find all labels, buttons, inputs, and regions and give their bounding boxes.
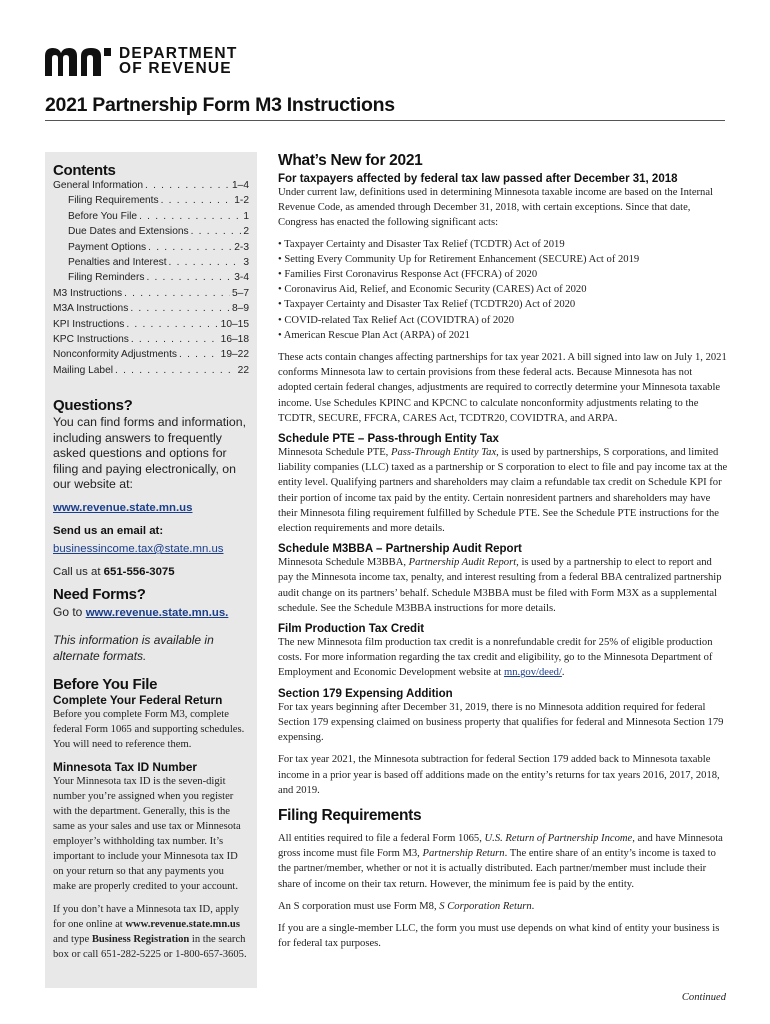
toc-item-label: KPC Instructions (53, 333, 129, 345)
apply-text-c: and type (53, 934, 92, 946)
filing-text-1 (278, 831, 728, 892)
department-of-revenue-wordmark (119, 46, 269, 76)
whats-new-heading: What’s New for 2021 (278, 152, 423, 169)
filing-requirements-heading: Filing Requirements (278, 806, 422, 824)
brand-line-2: OF REVENUE (119, 60, 232, 77)
apply-website: www.revenue.state.mn.us (125, 919, 240, 931)
toc-item[interactable] (53, 334, 249, 349)
toc-leader-dots (130, 303, 230, 314)
toc-item-label: Before You File (68, 210, 138, 222)
toc-leader-dots (148, 242, 232, 253)
toc-leader-dots (169, 257, 242, 268)
continued-note: Continued (681, 992, 726, 1003)
filing-text-3: If you are a single-member LLC, the form you must use depends on what kind of entity your business is for federal tax purposes. (278, 922, 720, 950)
toc-item[interactable] (53, 288, 249, 303)
toc-item-page: 22 (237, 364, 249, 376)
complete-federal-return-text: Before you complete Form M3, complete federal Form 1065 and supporting schedules. You will need to reference them. (53, 709, 245, 751)
website-link[interactable]: www.revenue.state.mn.us (53, 502, 193, 515)
filing-text-1a: All entities required to file a federal Form 1065, (278, 832, 485, 844)
pte-text (278, 445, 728, 536)
m3bba-text (278, 555, 728, 616)
toc-item-page: 1-2 (234, 195, 249, 207)
toc-leader-dots (146, 272, 232, 283)
toc-item[interactable] (53, 349, 249, 364)
toc-item[interactable] (53, 272, 249, 287)
mn-tax-id-text: Your Minnesota tax ID is the seven-digit number you’re assigned when you register with the department. Generally, this is the same as your sales and use tax or Minnesota employer’s withholding tax number. It’s important to include your Minnesota tax ID on your return so that any payments you make are properly credited to your account. (53, 776, 241, 893)
film-text (278, 635, 728, 681)
forms-link[interactable]: www.revenue.state.mn.us. (85, 607, 229, 620)
section-179-text-1: For tax years beginning after December 31, 2019, there is no Minnesota addition required for federal Section 179 expensing claimed on business property that qualifies for federal and Minnesota Section 179 expensing. (278, 701, 724, 744)
toc-item-page: 16–18 (220, 333, 249, 345)
toc-item-label: KPI Instructions (53, 318, 125, 330)
toc-leader-dots (126, 319, 218, 330)
act-list-item: • Taxpayer Certainty and Disaster Tax Relief (TCDTR20) Act of 2020 (278, 299, 576, 311)
page-title: 2021 Partnership Form M3 Instructions (45, 94, 395, 116)
toc-item-label: M3A Instructions (53, 303, 129, 315)
toc-leader-dots (115, 365, 236, 376)
m3bba-heading: Schedule M3BBA – Partnership Audit Report (278, 543, 522, 556)
pte-text-a: Minnesota Schedule PTE, (278, 447, 391, 459)
toc-leader-dots (139, 211, 241, 222)
toc-item-label: Payment Options (68, 241, 147, 253)
act-list-item: • Coronavirus Aid, Relief, and Economic Security (CARES) Act of 2020 (278, 284, 587, 296)
toc-item-page: 1 (243, 210, 249, 222)
toc-leader-dots (124, 288, 230, 299)
email-label: Send us an email at: (53, 525, 164, 538)
pte-text-italic: Pass-Through Entity Tax (390, 447, 497, 459)
contents-heading: Contents (53, 162, 116, 179)
act-list-item: • Taxpayer Certainty and Disaster Tax Relief (TCDTR) Act of 2019 (278, 238, 565, 250)
act-list-item: • Setting Every Community Up for Retirement Enhancement (SECURE) Act of 2019 (278, 253, 640, 265)
toc-leader-dots (161, 195, 233, 206)
questions-text: You can find forms and information, including answers to frequently asked questions and options for filing and paying electronically, on our website at: (53, 415, 246, 492)
sidebar (45, 152, 257, 988)
call-label: Call us at (53, 566, 104, 579)
toc-item-label: Due Dates and Extensions (68, 226, 189, 238)
pte-text-c: , is used by partnerships, S corporations, and limited liability companies (LLC) taxed as a partnership or S corporation to elect to file and pay income tax at the entity level. Qualifying partners and shareholders may claim a refundable tax credit on Schedule KPI for their portion of income tax paid by the entity. Certain nonresident partners and shareholders may have their Minnesota filing requirement fulfilled by Schedule PTE. See the Schedule PTE instructions for the election requirements and more details. (278, 447, 728, 535)
before-you-file-heading: Before You File (53, 676, 158, 694)
toc-item[interactable] (53, 319, 249, 334)
toc-item[interactable] (53, 242, 249, 257)
brand-line-1: DEPARTMENT (119, 45, 238, 62)
main-content (278, 152, 728, 951)
toc-item-label: Penalties and Interest (68, 256, 167, 268)
apply-text-e: in the search box or call 651-282-5225 or 1-800-657-3605. (53, 934, 247, 961)
filing-text-2c: . (531, 900, 535, 912)
toc-item-label: Mailing Label (53, 364, 114, 376)
filing-text-1b: U.S. Return of Partnership Income (484, 832, 633, 844)
toc-item[interactable] (53, 365, 249, 380)
toc-item-label: Filing Requirements (68, 195, 159, 207)
toc-leader-dots (145, 180, 230, 191)
film-heading: Film Production Tax Credit (278, 623, 425, 636)
filing-text-1d: Partnership Return (422, 848, 505, 860)
toc-item-page: 2-3 (234, 241, 249, 253)
act-list-item: • Families First Coronavirus Response Act (FFCRA) of 2020 (278, 269, 538, 281)
toc-item-page: 19–22 (220, 349, 249, 361)
pte-heading: Schedule PTE – Pass-through Entity Tax (278, 433, 499, 446)
toc-item-page: 10–15 (220, 318, 249, 330)
act-list-item: • American Rescue Plan Act (ARPA) of 2021 (278, 329, 470, 341)
toc-item[interactable] (53, 180, 249, 195)
apply-tax-id-text (53, 902, 249, 962)
toc-item-label: General Information (53, 180, 144, 191)
toc-leader-dots (131, 334, 219, 345)
film-text-a: The new Minnesota film production tax credit is a nonrefundable credit for 25% of eligible production costs. For more information regarding the tax credit and eligibility, go to the Minnesota Department of Employment and Economic Development website at (278, 637, 713, 679)
act-list-item: • COVID-related Tax Relief Act (COVIDTRA) of 2020 (278, 314, 515, 326)
section-179-heading: Section 179 Expensing Addition (278, 687, 453, 700)
filing-text-1c: , and have Minnesota gross income must file Form M3, (278, 832, 723, 860)
toc-item-label: Nonconformity Adjustments (53, 349, 178, 361)
taxpayers-heading: For taxpayers affected by federal tax law passed after December 31, 2018 (278, 173, 678, 185)
section-179-text-2: For tax year 2021, the Minnesota subtraction for federal Section 179 added back to Minnesota taxable income in a prior year is based off additions made on the entity’s returns for tax years 2016, 2017, 2018, and 2019. (278, 754, 720, 796)
apply-text-a: If you don’t have a Minnesota tax ID, apply for one online at (53, 904, 240, 931)
deed-link[interactable]: mn.gov/deed/ (503, 667, 562, 679)
filing-text-1e: . The entire share of an entity’s income is taxed to the partner/member, whether or not it is actually distributed. Each partner/member must include their share of income on their tax return. However, the minimum fee is paid by the entity. (278, 848, 716, 890)
taxpayers-text: Under current law, definitions used in determining Minnesota taxable income are based on the Internal Revenue Code, as amended through December 31, 2018, with certain exceptions. Since that date, Congress has enacted the following significant acts: (278, 187, 713, 229)
filing-text-2a: An S corporation must use Form M8, (278, 900, 440, 912)
questions-heading: Questions? (53, 397, 133, 415)
toc-item-page: 1–4 (232, 180, 249, 191)
filing-text-2 (278, 899, 728, 914)
apply-business-registration: Business Registration (91, 934, 190, 946)
toc-leader-dots (179, 349, 219, 360)
toc-item-page: 5–7 (232, 287, 249, 299)
mn-tax-id-heading: Minnesota Tax ID Number (53, 760, 197, 775)
acts-list (278, 237, 728, 343)
need-forms-heading: Need Forms? (53, 586, 146, 604)
goto-label: Go to (53, 605, 86, 620)
m3bba-text-a: Minnesota Schedule M3BBA, (278, 557, 409, 569)
film-text-c: . (561, 667, 565, 679)
filing-text-2b: S Corporation Return (439, 900, 532, 912)
m3bba-text-italic: Partnership Audit Report (408, 557, 517, 569)
toc-leader-dots (191, 226, 242, 237)
toc-item[interactable] (53, 211, 249, 226)
toc-item[interactable] (53, 226, 249, 241)
toc-item-page: 3 (243, 256, 249, 268)
toc-item[interactable] (53, 303, 249, 318)
m3bba-text-c: , is used by a partnership to elect to report and pay the Minnesota income tax, penalty, and interest resulting from a federal BBA centralized partnership audit change on its partners’ behalf. Schedule M3BBA must be filed with Form M3X as a supplemental schedule. See the Schedule M3BBA instructions for more details. (278, 557, 722, 614)
toc-item-label: M3 Instructions (53, 287, 123, 299)
phone-number: 651-556-3075 (103, 566, 175, 579)
title-divider (45, 120, 725, 121)
toc-item-page: 3-4 (234, 272, 249, 284)
toc-item-page: 8–9 (232, 303, 249, 315)
toc-item[interactable] (53, 195, 249, 210)
mn-logo-icon (45, 46, 113, 76)
complete-federal-return-heading: Complete Your Federal Return (53, 693, 223, 708)
table-of-contents (53, 180, 249, 380)
toc-item-page: 2 (243, 226, 249, 238)
toc-item[interactable] (53, 257, 249, 272)
email-link[interactable]: businessincome.tax@state.mn.us (53, 543, 224, 556)
alternate-formats-note: This information is available in alternate formats. (53, 633, 214, 663)
acts-text: These acts contain changes affecting partnerships for tax year 2021. A bill signed into law on July 1, 2021 conforms Minnesota law to certain provisions from these federal acts. Because Minnesota has not adopted certain federal changes, adjustments are required to correctly determine your Minnesota taxable income. Use Schedules KPINC and KPCNC to calculate nonconformity adjustments relating to the TCDTR, SECURE, FFCRA, CARES Act, TCDTR20, COVIDTRA, and ARPA. (278, 352, 727, 424)
toc-item-label: Filing Reminders (68, 272, 145, 284)
